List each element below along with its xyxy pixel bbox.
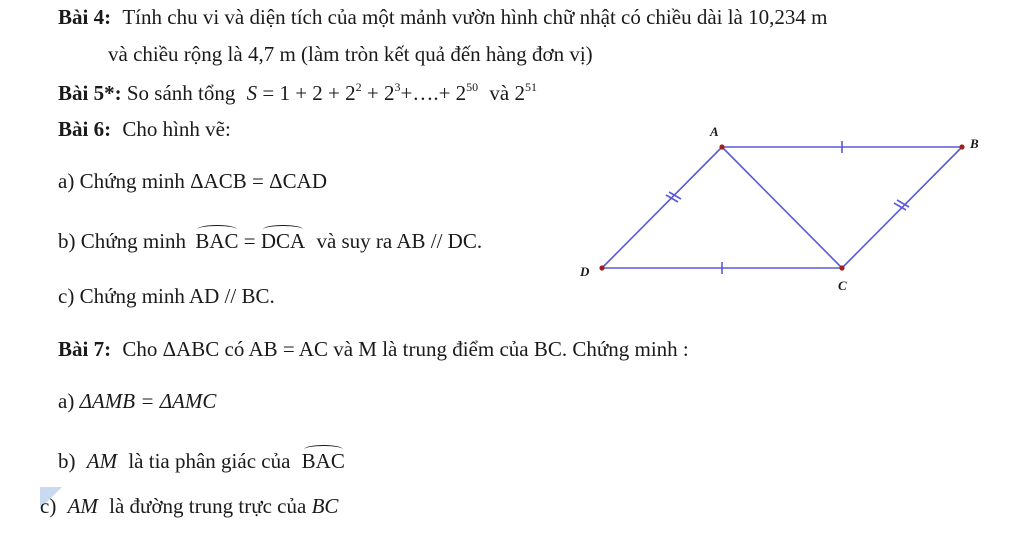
problem-5-intro: So sánh tổng [126,81,236,105]
angle-dca: DCA [260,229,306,253]
problem-4-label: Bài 4: [58,5,112,29]
segment-ad [602,147,722,268]
problem-6b-pre: b) Chứng minh [58,229,187,253]
angle-equals: = [243,229,256,253]
problem-6-text: Cho hình vẽ: [122,117,231,141]
exp-51: 51 [525,80,537,94]
problem-7c-bc: BC [311,494,339,518]
label-c: C [838,278,847,293]
problem-6-label: Bài 6: [58,117,112,141]
exp-3: 3 [394,80,401,94]
sum-expression-part3: +….+ 2 [400,81,467,105]
problem-7a-pre: a) [58,389,75,413]
problem-7a [58,389,216,414]
point-b [959,144,964,149]
compare-base: 2 [514,81,525,105]
sum-expression-part2: + 2 [366,81,395,105]
problem-7c-am: AM [67,494,98,518]
problem-7-label: Bài 7: [58,337,112,361]
problem-7c-pre: c) [40,494,57,518]
problem-7b [58,449,345,474]
problem-7b-text: là tia phân giác của [128,449,291,473]
and-word: và [489,81,510,105]
problem-7 [58,337,689,362]
sum-expression-part1: = 1 + 2 + 2 [262,81,356,105]
label-a: A [710,124,719,139]
exp-2: 2 [355,80,362,94]
point-d [599,265,604,270]
problem-5-label: Bài 5*: [58,81,122,105]
segment-ac [722,147,842,268]
point-c [839,265,844,270]
label-d: D [580,264,590,279]
problem-4-text-line1: Tính chu vi và diện tích của một mảnh vườn hình chữ nhật có chiều dài là 10,234 m [122,5,828,29]
problem-7c-text: là đường trung trực của [109,494,307,518]
problem-4-text-line2: và chiều rộng là 4,7 m (làm tròn kết quả đến hàng đơn vị) [108,42,593,66]
label-b: B [970,136,979,151]
angle-bac: BAC [195,229,239,253]
problem-7b-am: AM [86,449,118,473]
angle-bac-7b: BAC [301,449,345,473]
problem-7c [40,494,338,519]
problem-6b-post: và suy ra AB // DC. [316,229,483,253]
point-a [719,144,724,149]
problem-6a: a) Chứng minh ΔACB = ΔCAD [58,169,327,193]
problem-7-text: Cho ΔABC có AB = AC và M là trung điểm của BC. Chứng minh : [122,337,689,361]
problem-7b-pre: b) [58,449,76,473]
problem-7a-math: ΔAMB = ΔAMC [79,389,217,413]
exp-50: 50 [466,80,479,94]
problem-6c: c) Chứng minh AD // BC. [58,284,275,308]
sum-s: S [246,81,258,105]
